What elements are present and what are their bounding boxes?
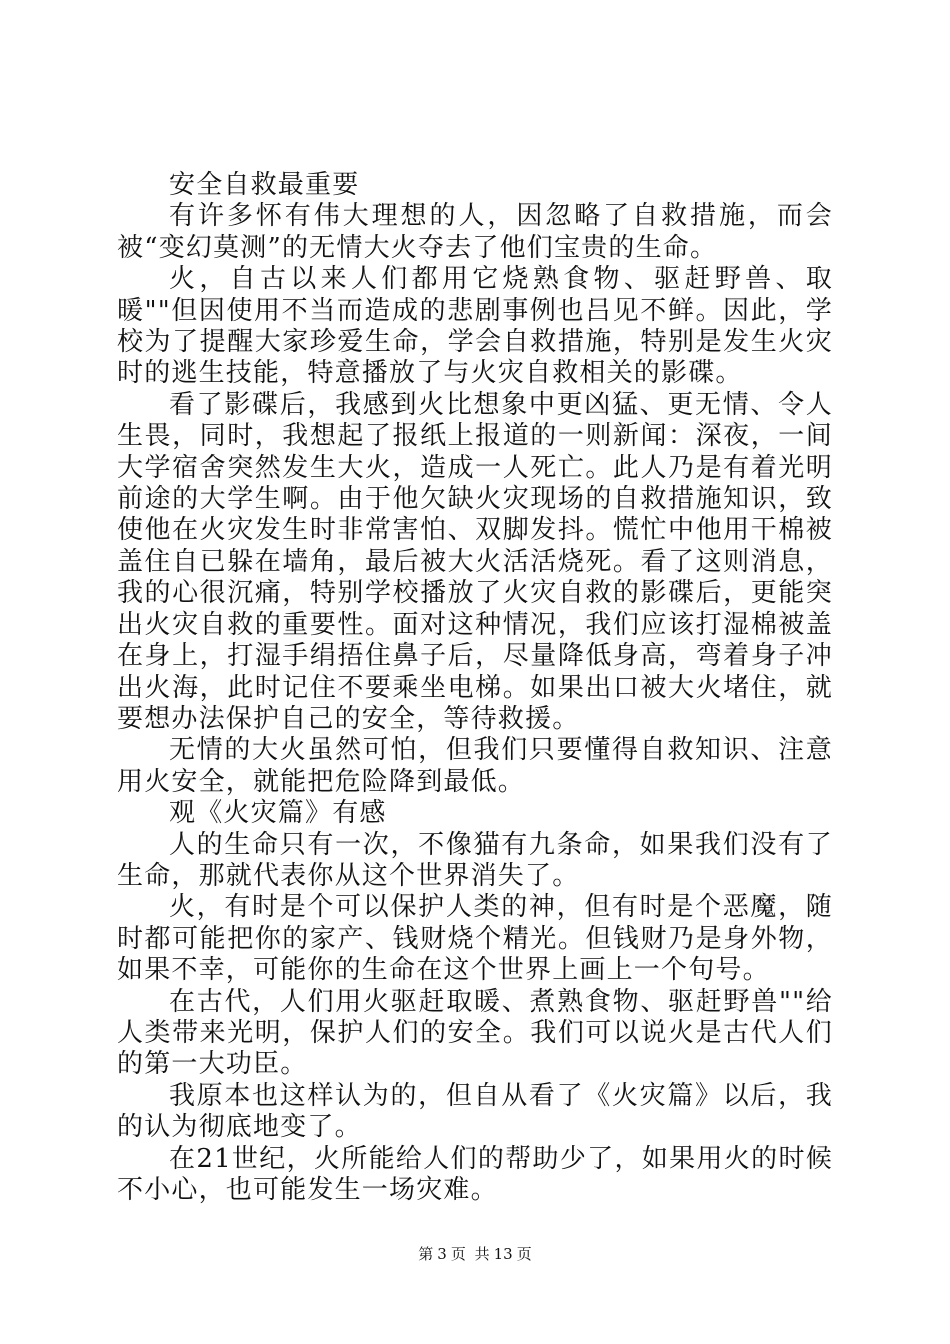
paragraph: 看了影碟后，我感到火比想象中更凶猛、更无情、令人生畏，同时，我想起了报纸上报道的一则新闻：深夜，一间大学宿舍突然发生大火，造成一人死亡。此人乃是有着光明前途的大学生啊。由于他欠缺火灾现场的自救措施知识，致使他在火灾发生时非常害怕、双脚发抖。慌忙中他用干棉被盖住自已躲在墙角，最后被大火活活烧死。看了这则消息，我的心很沉痛，特别学校播放了火灾自救的影碟后，更能突出火灾自救的重要性。面对这种情况，我们应该打湿棉被盖在身上，打湿手绢捂住鼻子后，尽量降低身高，弯着身子冲出火海，此时记住不要乘坐电梯。如果出口被大火堵住，就要想办法保护自己的安全，等待救援。 bbox=[117, 389, 833, 734]
page-number: 3 bbox=[437, 1245, 447, 1263]
section-title: 观《火灾篇》有感 bbox=[169, 798, 387, 829]
paragraph: 在21世纪，火所能给人们的帮助少了，如果用火的时候不小心，也可能发生一场灾难。 bbox=[117, 1143, 833, 1205]
page-number-prefix: 第 bbox=[418, 1245, 434, 1263]
page-number-unit: 页 bbox=[450, 1245, 466, 1263]
total-pages-unit: 页 bbox=[516, 1245, 532, 1263]
paragraph: 人的生命只有一次，不像猫有九条命，如果我们没有了生命，那就代表你从这个世界消失了。 bbox=[117, 829, 833, 891]
section-title: 安全自救最重要 bbox=[169, 170, 360, 200]
paragraph: 我原本也这样认为的，但自从看了《火灾篇》以后，我的认为彻底地变了。 bbox=[117, 1080, 833, 1143]
page-footer bbox=[0, 1244, 950, 1264]
paragraph: 火，自古以来人们都用它烧熟食物、驱赶野兽、取暖""但因使用不当而造成的悲剧事例也吕见不鲜。因此，学校为了提醒大家珍爱生命，学会自救措施，特别是发生火灾时的逃生技能，特意播放了与火灾自救相关的影碟。 bbox=[117, 264, 833, 389]
paragraph: 火，有时是个可以保护人类的神，但有时是个恶魔，随时都可能把你的家产、钱财烧个精光。但钱财乃是身外物，如果不幸，可能你的生命在这个世界上画上一个句号。 bbox=[117, 892, 833, 986]
document-body bbox=[117, 170, 833, 1206]
total-pages: 13 bbox=[493, 1245, 513, 1263]
paragraph: 有许多怀有伟大理想的人，因忽略了自救措施，而会被“变幻莫测”的无情大火夺去了他们宝贵的生命。 bbox=[117, 201, 833, 263]
paragraph: 无情的大火虽然可怕，但我们只要懂得自救知识、注意用火安全，就能把危险降到最低。 bbox=[117, 735, 833, 797]
paragraph: 在古代，人们用火驱赶取暖、煮熟食物、驱赶野兽""给人类带来光明，保护人们的安全。我们可以说火是古代人们的第一大功臣。 bbox=[117, 986, 833, 1080]
total-pages-prefix: 共 bbox=[474, 1245, 490, 1263]
